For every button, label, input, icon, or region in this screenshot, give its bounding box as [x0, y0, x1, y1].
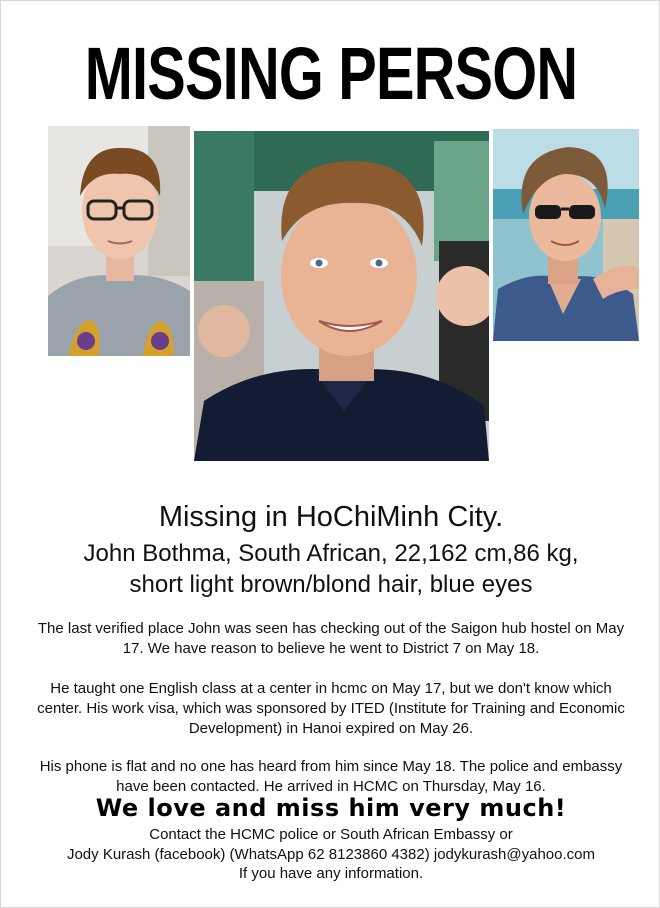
paragraph-last-seen: The last verified place John was seen has checking out of the Saigon hub hostel on May 17. We have reason to believe he went to District 7 on May 18.: [37, 620, 625, 657]
contact-line-3: If you have any information.: [238, 865, 424, 882]
contact-line-1: Contact the HCMC police or South African Embassy or: [149, 826, 513, 843]
photo-smiling-image: [194, 131, 489, 461]
paragraph-work: He taught one English class at a center in hcmc on May 17, but we don't know which center. His work visa, which was sponsored by ITED (Institute for Training and Economic Development) in Hanoi expired on May 26.: [37, 680, 625, 737]
photo-smiling: [194, 131, 489, 461]
headline-missing-location: Missing in HoChiMinh City.: [158, 501, 504, 533]
contact-line-2: Jody Kurash (facebook) (WhatsApp 62 8123860 4382) jodykurash@yahoo.com: [66, 846, 596, 863]
love-message: We love and miss him very much!: [95, 794, 567, 822]
details-line-1: John Bothma, South African, 22,162 cm,86 kg,: [83, 540, 579, 567]
photo-glasses-image: [48, 126, 190, 356]
paragraph-phone: His phone is flat and no one has heard from him since May 18. The police and embassy have been contacted. He arrived in HCMC on Thursday, May 16.: [39, 758, 623, 795]
photo-sunglasses: [493, 129, 639, 341]
details-line-2: short light brown/blond hair, blue eyes: [129, 571, 533, 598]
photo-sunglasses-image: [493, 129, 639, 341]
photo-glasses: [48, 126, 190, 356]
poster-title: MISSING PERSON: [84, 32, 578, 115]
